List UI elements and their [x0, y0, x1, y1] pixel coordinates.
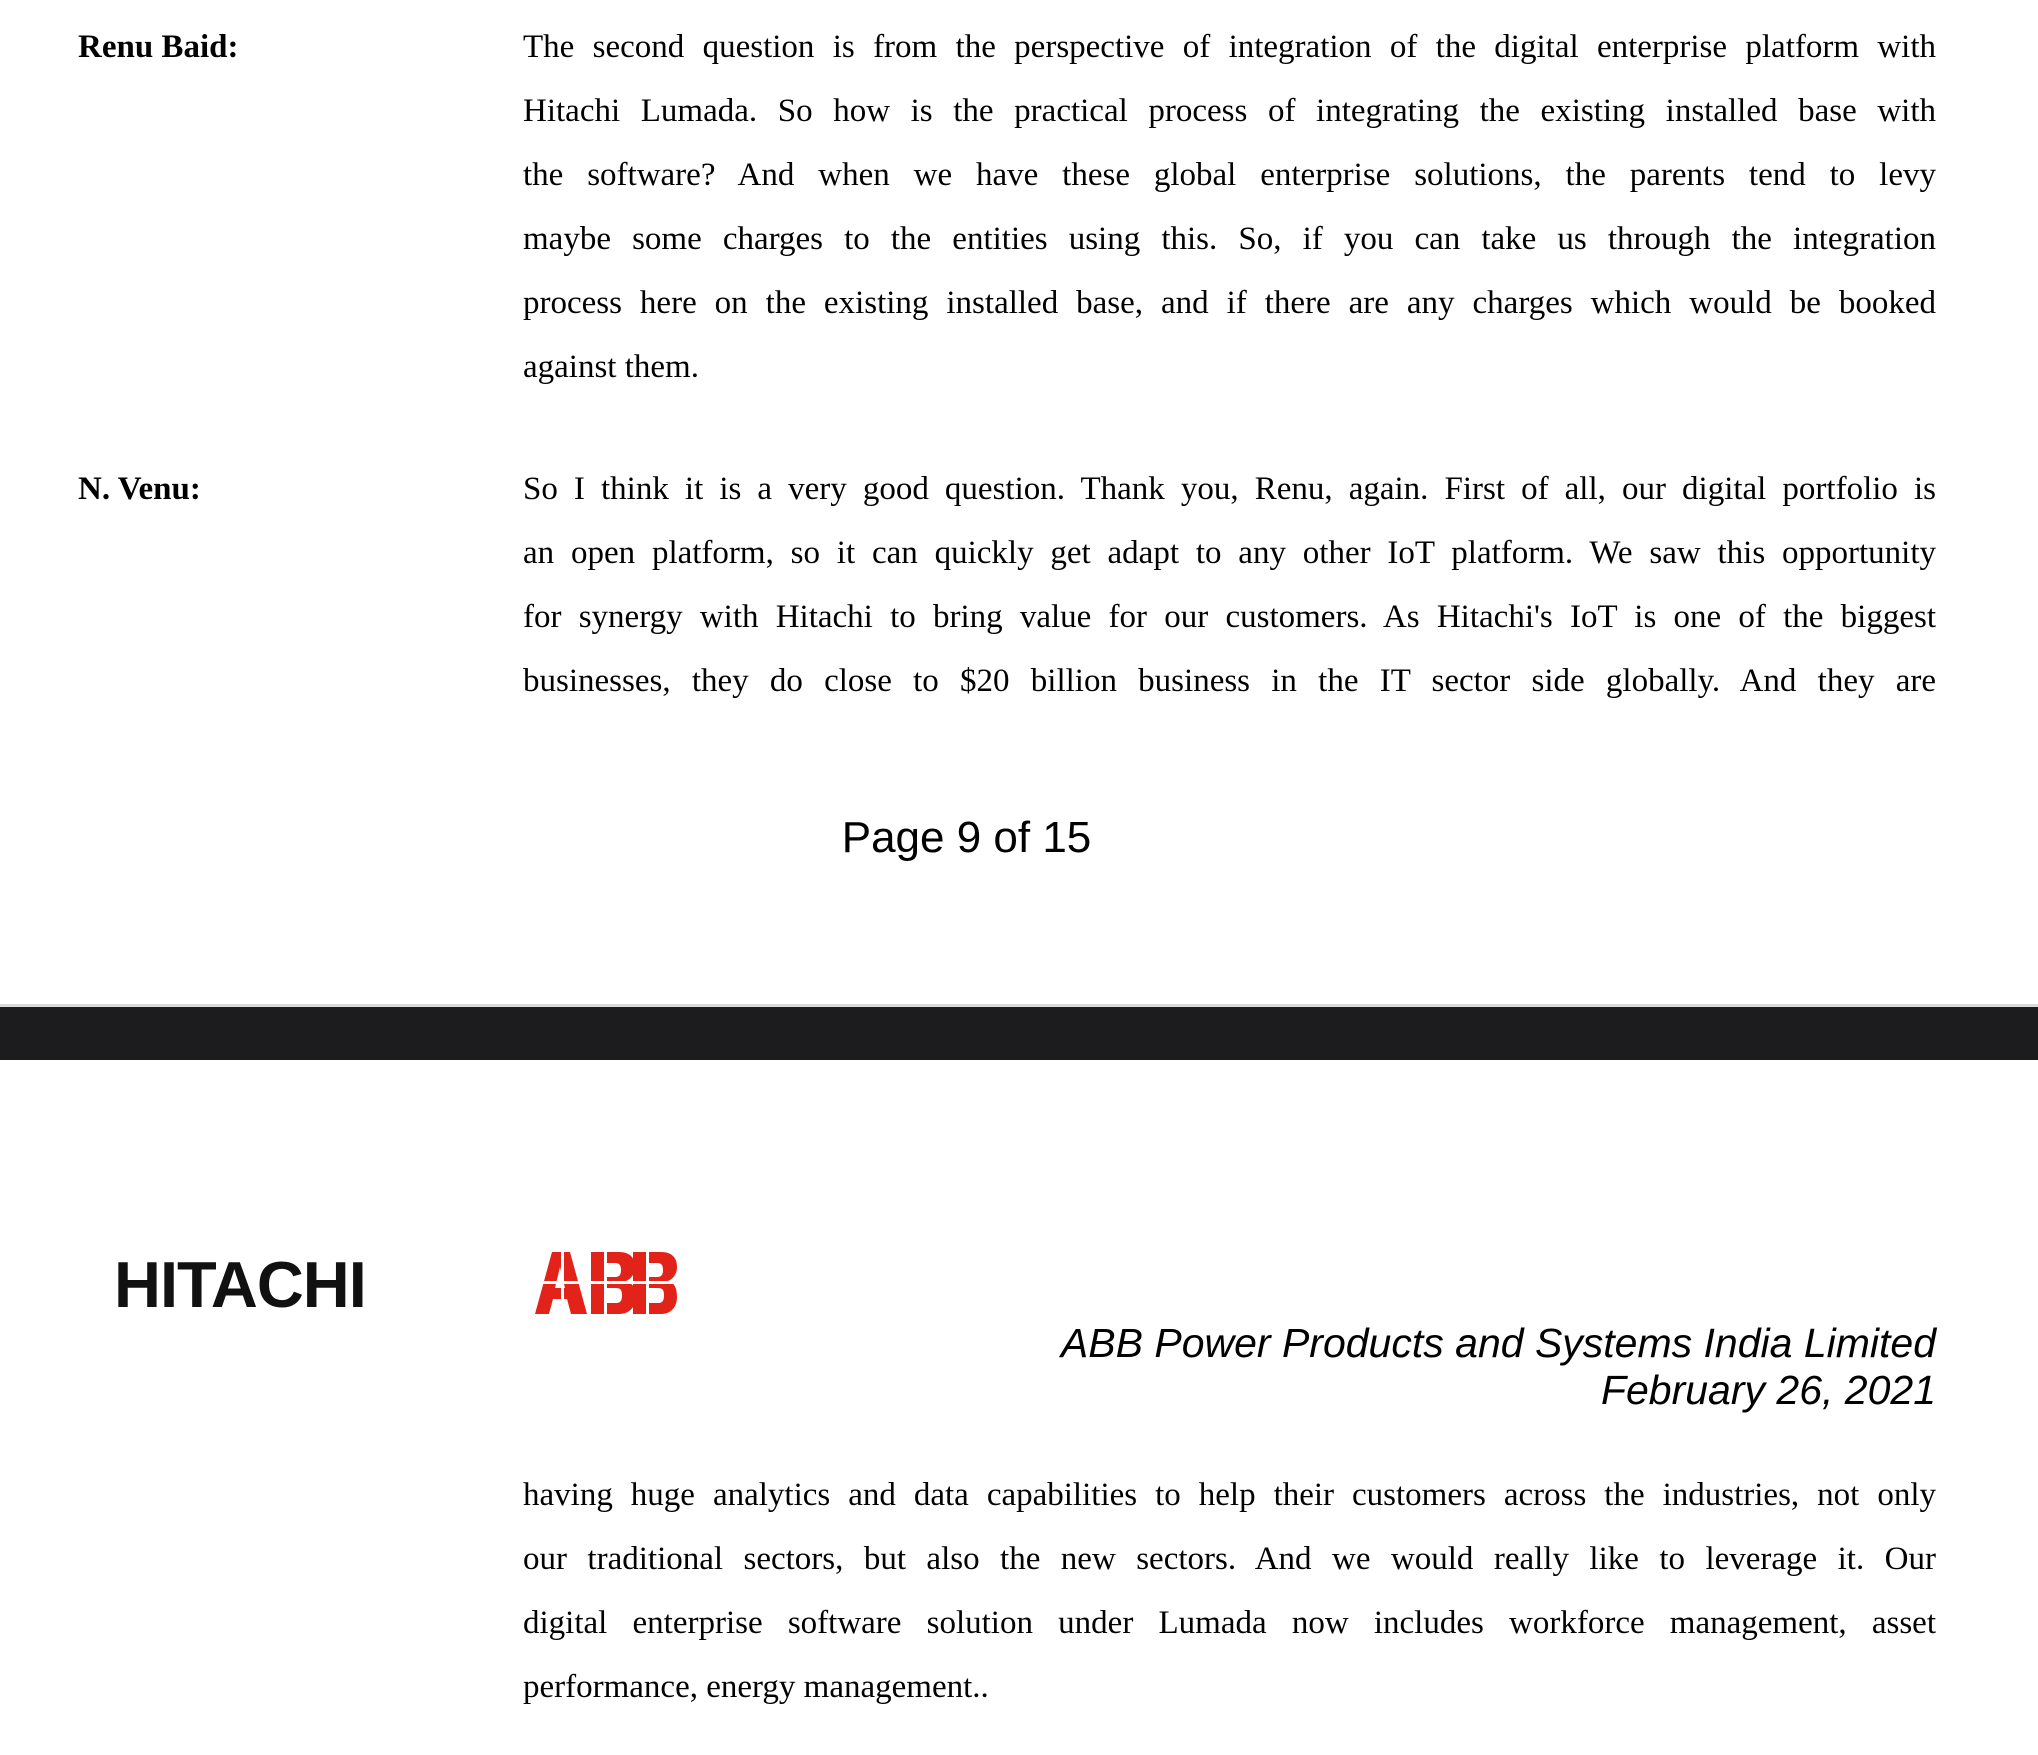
paragraph-line: businesses, they do close to $20 billion business in the IT sector side globally. And they are — [523, 663, 1936, 699]
page-number: Page 9 of 15 — [841, 813, 1092, 862]
paragraph-line: process here on the existing installed base, and if there are any charges which would be booked — [523, 285, 1936, 321]
speaker-name: N. Venu: — [78, 471, 201, 507]
paragraph-line: for synergy with Hitachi to bring value for our customers. As Hitachi's IoT is one of the biggest — [523, 599, 1936, 635]
hitachi-logo: HITACHI — [114, 1248, 366, 1321]
paragraph-line: performance, energy management.. — [523, 1669, 989, 1705]
paragraph-line: The second question is from the perspective of integration of the digital enterprise platform with — [523, 29, 1936, 65]
page-separator-edge — [0, 1004, 2038, 1007]
paragraph-line: against them. — [523, 349, 699, 385]
paragraph-line: an open platform, so it can quickly get adapt to any other IoT platform. We saw this opportunity — [523, 535, 1936, 571]
page-separator — [0, 1004, 2038, 1060]
document-date: February 26, 2021 — [1600, 1367, 1936, 1413]
speaker-paragraph — [523, 457, 1936, 713]
speaker-name: Renu Baid: — [78, 29, 239, 65]
paragraph-line: digital enterprise software solution under Lumada now includes workforce management, asset — [523, 1605, 1936, 1641]
speaker-paragraph — [523, 15, 1936, 399]
paragraph-line: the software? And when we have these global enterprise solutions, the parents tend to levy — [523, 157, 1936, 193]
paragraph-line: maybe some charges to the entities using this. So, if you can take us through the integration — [523, 221, 1936, 257]
paragraph-line: having huge analytics and data capabilities to help their customers across the industries, not only — [523, 1477, 1936, 1513]
paragraph-line: Hitachi Lumada. So how is the practical process of integrating the existing installed base with — [523, 93, 1936, 129]
paragraph-line: our traditional sectors, but also the new sectors. And we would really like to leverage it. Our — [523, 1541, 1936, 1577]
company-name: ABB Power Products and Systems India Limited — [1060, 1320, 1936, 1366]
abb-logo — [535, 1252, 677, 1314]
paragraph-line: So I think it is a very good question. Thank you, Renu, again. First of all, our digital portfolio is — [523, 471, 1936, 507]
continuation-paragraph — [523, 1463, 1936, 1719]
